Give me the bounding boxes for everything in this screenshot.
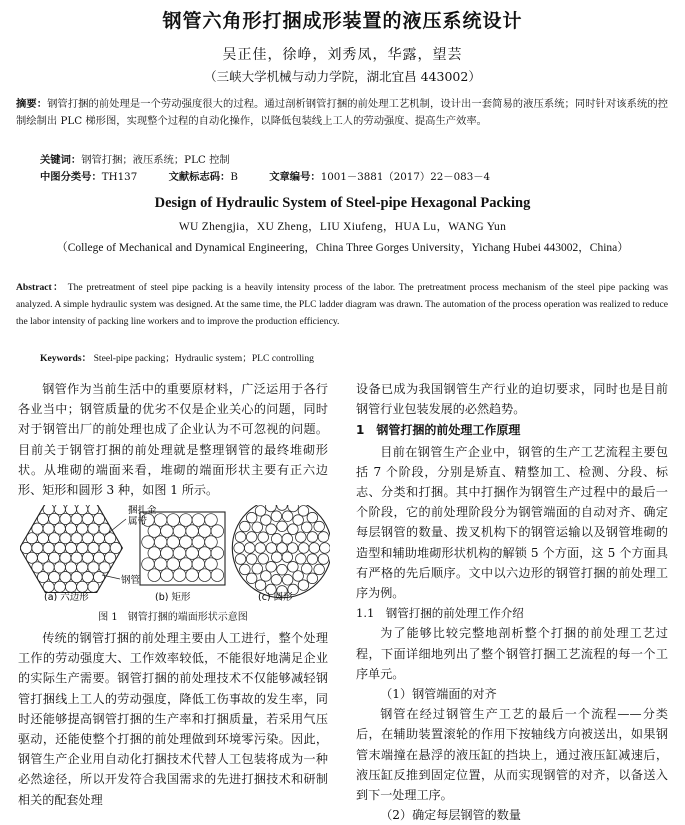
pipe-circle	[298, 580, 309, 591]
body-paragraph: 目前在钢管生产企业中，钢管的生产工艺流程主要包括 7 个阶段，分别是矫直、精整加工、检测、分段、标志、分类和打捆。其中打捆作为钢管生产过程中的最后一个阶段，它的前处理阶段分为钢管端面的自动对齐、确定每层钢管的数量、拨叉机构下的钢管运输以及钢管堆砌的造型和辅助堆砌形状机构的解锁 5 个方面，这 5 个方面具有严格的先后顺序。文中以六边形的钢管打捆的前处理工序为例。	[356, 444, 668, 601]
pipe-circle	[82, 533, 93, 544]
pipe-circle	[211, 569, 224, 582]
pipe-circle	[246, 573, 257, 584]
pipe-circle	[71, 533, 82, 544]
pipe-circle	[77, 562, 88, 573]
pipe-circle	[244, 543, 255, 554]
pipe-circle	[88, 542, 99, 553]
pipe-circle	[43, 523, 54, 534]
body-paragraph: 为了能够比较完整地剖析整个打捆的前处理工艺过程，下面详细地列出了整个钢管打捆工艺流程的每一个工序单元。	[356, 626, 668, 681]
pipe-circle	[258, 532, 269, 543]
pipe-circle	[71, 552, 82, 563]
article-number-label: 文章编号：	[269, 171, 321, 183]
doc-code-label: 文献标志码：	[168, 171, 231, 183]
pipe-circle	[235, 532, 246, 543]
pipe-circle	[298, 506, 309, 517]
abstract-label-cn: 摘要：	[16, 98, 48, 110]
pipe-circle	[261, 571, 272, 582]
section-heading: 1 钢管打捆的前处理工作原理	[356, 423, 521, 438]
pipe-circle	[307, 512, 318, 523]
pipe-circle	[320, 543, 330, 554]
pipe-circle	[198, 547, 211, 560]
abstract-cn	[16, 96, 668, 129]
pipe-circle	[71, 571, 82, 582]
label-rectangle: (b) 矩形	[155, 592, 191, 601]
body-paragraph: 设备已成为我国钢管生产行业的迫切要求，同时也是目前钢管行业包装发展的必然趋势。	[356, 382, 668, 417]
pipe-circle	[49, 571, 60, 582]
body-paragraph: 钢管作为当前生活中的重要原材料，广泛运用于各行各业当中；钢管质量的优劣不仅是企业关心的问题，同时对于钢管出厂的前处理也成了企业认为不可忽视的问题。目前关于钢管打捆的前处理就是整理钢管的最终堆砌形状。从堆砌的端面来看，堆砌的端面形状主要有正六边形、矩形和圆形 3 种，如图 1 所示。	[18, 382, 328, 498]
pipe-circle	[65, 562, 76, 573]
pipe-circle	[180, 536, 193, 549]
pipe-circle	[142, 536, 155, 549]
pipe-circle	[282, 511, 293, 522]
pipe-circle	[277, 564, 288, 575]
pipe-circle	[93, 552, 104, 563]
left-column-top	[18, 379, 328, 500]
pipe-circle	[277, 543, 288, 554]
body-paragraph: 钢管在经过钢管生产工艺的最后一个流程——分类后，在辅助装置滚轮的作用下按轴线方向被送出，如果钢管末端撞在悬浮的液压缸的挡块上，通过液压缸减速后，液压缸反推到固定位置，从而实现钢管的对齐，以备送入到下一处理工序。	[356, 707, 668, 803]
pipe-circle	[255, 580, 266, 591]
pipe-circle	[287, 543, 298, 554]
pipe-circle	[255, 543, 266, 554]
pipe-circle	[271, 552, 282, 563]
pipe-circle	[60, 552, 71, 563]
pipe-circle	[205, 514, 218, 527]
pipe-circle	[314, 564, 325, 575]
pipe-circle	[235, 554, 246, 565]
pipe-circle	[205, 536, 218, 549]
circle-bundle	[232, 505, 330, 598]
figure-1-caption: 图 1 钢管打捆的端面形状示意图	[98, 612, 248, 623]
figure-1-drawing	[20, 505, 330, 601]
pipe-circle	[82, 571, 93, 582]
pipe-circle	[258, 554, 269, 565]
clc-value: TH137	[101, 171, 138, 183]
pipe-circle	[266, 561, 277, 572]
keywords-label-en: Keywords：	[40, 353, 92, 364]
pipe-circle	[43, 562, 54, 573]
pipe-circle	[282, 534, 293, 545]
pipe-circle	[288, 524, 299, 535]
pipe-circle	[173, 525, 186, 538]
affiliation-en: （College of Mechanical and Dynamical Engineering，China Three Gorges University，Yichang Hubei 443002，China）	[56, 242, 629, 254]
pipe-circle	[148, 525, 161, 538]
pipe-circle	[54, 581, 65, 592]
pipe-circle	[309, 543, 320, 554]
abstract-en	[16, 279, 668, 331]
pipe-circle	[295, 532, 306, 543]
pipe-circle	[252, 563, 263, 574]
pipe-circle	[167, 558, 180, 571]
keywords-cn	[40, 151, 230, 166]
clc-label: 中图分类号：	[40, 171, 102, 183]
pipe-circle	[240, 521, 251, 532]
pipe-circle	[192, 558, 205, 571]
pipe-circle	[88, 562, 99, 573]
pipe-circle	[99, 542, 110, 553]
pipe-circle	[60, 513, 71, 524]
pipe-circle	[211, 525, 224, 538]
pipe-circle	[167, 514, 180, 527]
abstract-label-en: Abstract：	[16, 282, 65, 293]
pipe-circle	[148, 547, 161, 560]
pipe-circle	[186, 525, 199, 538]
pipe-circle	[154, 558, 167, 571]
pipe-circle	[71, 513, 82, 524]
label-circle: (c) 圆形	[258, 592, 293, 601]
pipe-circle	[307, 532, 318, 543]
strap-annotation: 捆扎金属带	[128, 505, 157, 527]
pipe-circle	[161, 525, 174, 538]
keywords-text-cn: 钢管打捆；液压系统；PLC 控制	[81, 154, 230, 166]
pipe-circle	[82, 552, 93, 563]
pipe-circle	[246, 554, 257, 565]
pipe-circle	[211, 547, 224, 560]
pipe-circle	[154, 536, 167, 549]
pipe-circle	[65, 581, 76, 592]
pipe-circle	[54, 562, 65, 573]
pipe-circle	[186, 569, 199, 582]
pipe-circle	[173, 569, 186, 582]
affiliation-cn: （三峡大学机械与动力学院，湖北宜昌 443002）	[204, 69, 481, 84]
pipe-circle	[65, 523, 76, 534]
pipe-circle	[186, 547, 199, 560]
pipe-circle	[173, 547, 186, 560]
pipe-circle	[318, 554, 329, 565]
pipe-circle	[82, 513, 93, 524]
pipe-circle	[88, 523, 99, 534]
pipe-circle	[318, 532, 329, 543]
abstract-text-cn: 钢管打捆的前处理是一个劳动强度很大的过程。通过剖析钢管打捆的前处理工艺机制，设计出一套简易的液压系统；同时针对该系统的控制绘制出 PLC 梯形图，实现整个过程的自动化操作，以降低包装线上工人的劳动强度、提高生产效率。	[16, 98, 669, 127]
pipe-circle	[65, 542, 76, 553]
pipe-circle	[142, 558, 155, 571]
hexagon-bundle	[20, 505, 122, 593]
pipe-circle	[288, 561, 299, 572]
pipe-circle	[293, 515, 304, 526]
authors-cn: 吴正佳，徐峥，刘秀凤，华露，望芸	[222, 47, 463, 63]
pipe-circle	[246, 532, 257, 543]
pipe-circle	[49, 552, 60, 563]
pipe-circle	[234, 543, 245, 554]
pipe-circle	[37, 533, 48, 544]
doc-code-value: B	[230, 171, 238, 183]
abstract-text-en: The pretreatment of steel pipe packing is a heavily intensity process of the labor. The pretreatment process mechanism of the steel pipe packing was analyzed. A simple hydraulic system was designed. At the same time, the PLC ladder diagram was drawn. The automation of the process operation was realized to reduce the labor intensity of packing line workers and to improve the production efficiency.	[16, 282, 669, 328]
pipe-circle	[298, 543, 309, 554]
pipe-circle	[148, 569, 161, 582]
pipe-circle	[32, 542, 43, 553]
pipe-circle	[261, 515, 272, 526]
pipe-circle	[252, 522, 263, 533]
pipe-circle	[282, 575, 293, 586]
pipe-circle	[192, 536, 205, 549]
item-heading: （1）钢管端面的对齐	[380, 687, 497, 702]
pipe-circle	[246, 512, 257, 523]
pipe-circle	[266, 524, 277, 535]
pipe-annotation: 钢管	[121, 575, 141, 586]
label-hexagon: (a) 六边形	[44, 592, 89, 601]
pipe-circle	[282, 552, 293, 563]
pipe-circle	[77, 523, 88, 534]
pipe-circle	[198, 569, 211, 582]
pipe-circle	[49, 513, 60, 524]
pipe-circle	[295, 554, 306, 565]
pipe-circle	[271, 511, 282, 522]
pipe-circle	[277, 521, 288, 532]
left-column-bottom	[18, 628, 328, 810]
pipe-circle	[271, 534, 282, 545]
pipe-circle	[161, 547, 174, 560]
pipe-circle	[198, 525, 211, 538]
pipe-circle	[277, 505, 288, 510]
pipe-circle	[266, 543, 277, 554]
rectangle-bundle	[140, 512, 225, 585]
article-number-value: 1001－3881（2017）22－083－4	[320, 171, 491, 183]
pipe-circle	[293, 571, 304, 582]
pipe-circle	[301, 563, 312, 574]
pipe-circle	[307, 573, 318, 584]
pipe-circle	[60, 571, 71, 582]
pipe-circle	[167, 536, 180, 549]
pipe-circle	[77, 542, 88, 553]
pipe-circle	[77, 581, 88, 592]
pipe-circle	[37, 552, 48, 563]
pipe-circle	[240, 564, 251, 575]
pipe-circle	[93, 533, 104, 544]
pipe-circle	[54, 542, 65, 553]
figure-1	[20, 505, 330, 601]
pipe-circle	[180, 514, 193, 527]
pipe-circle	[43, 542, 54, 553]
keywords-text-en: Steel-pipe packing；Hydraulic system；PLC controlling	[93, 353, 314, 364]
pipe-circle	[49, 533, 60, 544]
keywords-label-cn: 关键词：	[40, 154, 82, 166]
pipe-circle	[271, 575, 282, 586]
classification-line	[40, 168, 518, 183]
strap-leader-line	[106, 519, 126, 535]
pipe-circle	[60, 533, 71, 544]
paper-title-en: Design of Hydraulic System of Steel-pipe Hexagonal Packing	[154, 195, 531, 211]
keywords-en	[40, 350, 314, 364]
subsection-heading: 1.1 钢管打捆的前处理工作介绍	[356, 606, 524, 621]
pipe-circle	[205, 558, 218, 571]
paper-title-cn: 钢管六角形打捆成形装置的液压系统设计	[162, 10, 523, 32]
pipe-circle	[161, 569, 174, 582]
pipe-circle	[192, 514, 205, 527]
right-column	[356, 379, 668, 825]
pipe-circle	[180, 558, 193, 571]
pipe-circle	[54, 523, 65, 534]
pipe-circle	[314, 521, 325, 532]
item-heading: （2）确定每层钢管的数量	[380, 808, 521, 823]
pipe-circle	[307, 554, 318, 565]
pipe-circle	[255, 506, 266, 517]
authors-en: WU Zhengjia，XU Zheng，LIU Xiufeng，HUA Lu，WANG Yun	[178, 221, 507, 233]
pipe-circle	[301, 522, 312, 533]
body-paragraph: 传统的钢管打捆的前处理主要由人工进行，整个处理工作的劳动强度大、工作效率较低，不能很好地满足企业的实际生产需要。钢管打捆的前处理技术不仅能够减轻钢管打捆线上工人的劳动强度，降低工伤事故的发生率，同时还能够提高钢管打捆的生产率和打捆质量，若采用气压驱动，还能使整个打捆的前处理做到环境零污染。因此，钢管生产企业用自动化打捆技术代替人工包装将成为一种必然途径，所以开发符合我国需求的先进打捆技术和研制相关的配套处理	[18, 631, 328, 807]
